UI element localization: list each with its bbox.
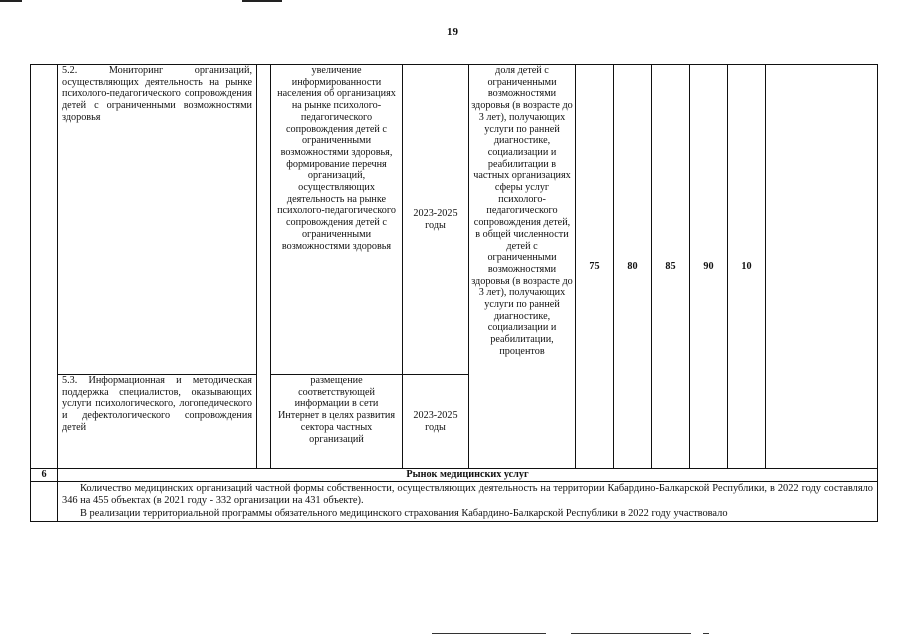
value-2025: 10	[728, 65, 766, 469]
measures-table	[30, 64, 878, 522]
value-2022: 80	[614, 65, 652, 469]
scan-mark	[571, 633, 691, 634]
scan-mark	[703, 633, 709, 634]
result-cell: увеличение информированности населения об организациях на рынке психолого-педагогического сопровождения детей с ограниченными возможностями здоровья, формирование перечня организаций, осуществляющих деятельность на рынке психолого-педагогического сопровождения детей с ограниченными возможностями здоровья	[271, 65, 403, 375]
paragraph: Количество медицинских организаций частной формы собственности, осуществляющих деятельность на территории Кабардино-Балкарской Республики, в 2022 году составляло 346 на 455 объектах (в 2021 году - 332 организации на 431 объекте).	[62, 482, 873, 507]
term-cell: 2023-2025 годы	[403, 375, 469, 469]
value-2024: 90	[690, 65, 728, 469]
term-cell: 2023-2025 годы	[403, 65, 469, 375]
item-cell: 5.2. Мониторинг организаций, осуществляющих деятельность на рынке психолого-педагогического сопровождения детей с ограниченными возможностями здоровья	[58, 65, 257, 375]
number-cell	[31, 481, 58, 521]
value-2023: 85	[652, 65, 690, 469]
responsible-cell	[766, 65, 878, 469]
number-cell	[31, 65, 58, 469]
section-row	[31, 469, 878, 482]
text-row	[31, 481, 878, 521]
scan-mark	[242, 0, 282, 2]
value-2021: 75	[576, 65, 614, 469]
page-number: 19	[447, 26, 458, 38]
paragraph: В реализации территориальной программы обязательного медицинского страхования Кабардино-Балкарской Республики в 2022 году участвовало	[80, 507, 728, 519]
section-number: 6	[31, 469, 58, 482]
scan-mark	[432, 633, 546, 634]
item-cell: 5.3. Информационная и методическая поддержка специалистов, оказывающих услуги психологического, логопедического и дефектологического сопровождения детей	[58, 375, 257, 469]
section-title: Рынок медицинских услуг	[58, 469, 878, 482]
scan-mark	[0, 0, 22, 2]
indicator-cell: доля детей с ограниченными возможностями здоровья (в возрасте до 3 лет), получающих услуги по ранней диагностике, социализации и реабилитации в частных организациях сферы услуг психолого-педагогического сопровождения детей, в общей численности детей с ограниченными возможностями здоровья (в возрасте до 3 лет), получающих услуги по ранней диагностике, социализации и реабилитации, процентов	[469, 65, 576, 469]
table-row	[31, 65, 878, 375]
spacer-cell	[257, 65, 271, 469]
section-text	[58, 481, 878, 521]
result-cell: размещение соответствующей информации в сети Интернет в целях развития сектора частных организаций	[271, 375, 403, 469]
